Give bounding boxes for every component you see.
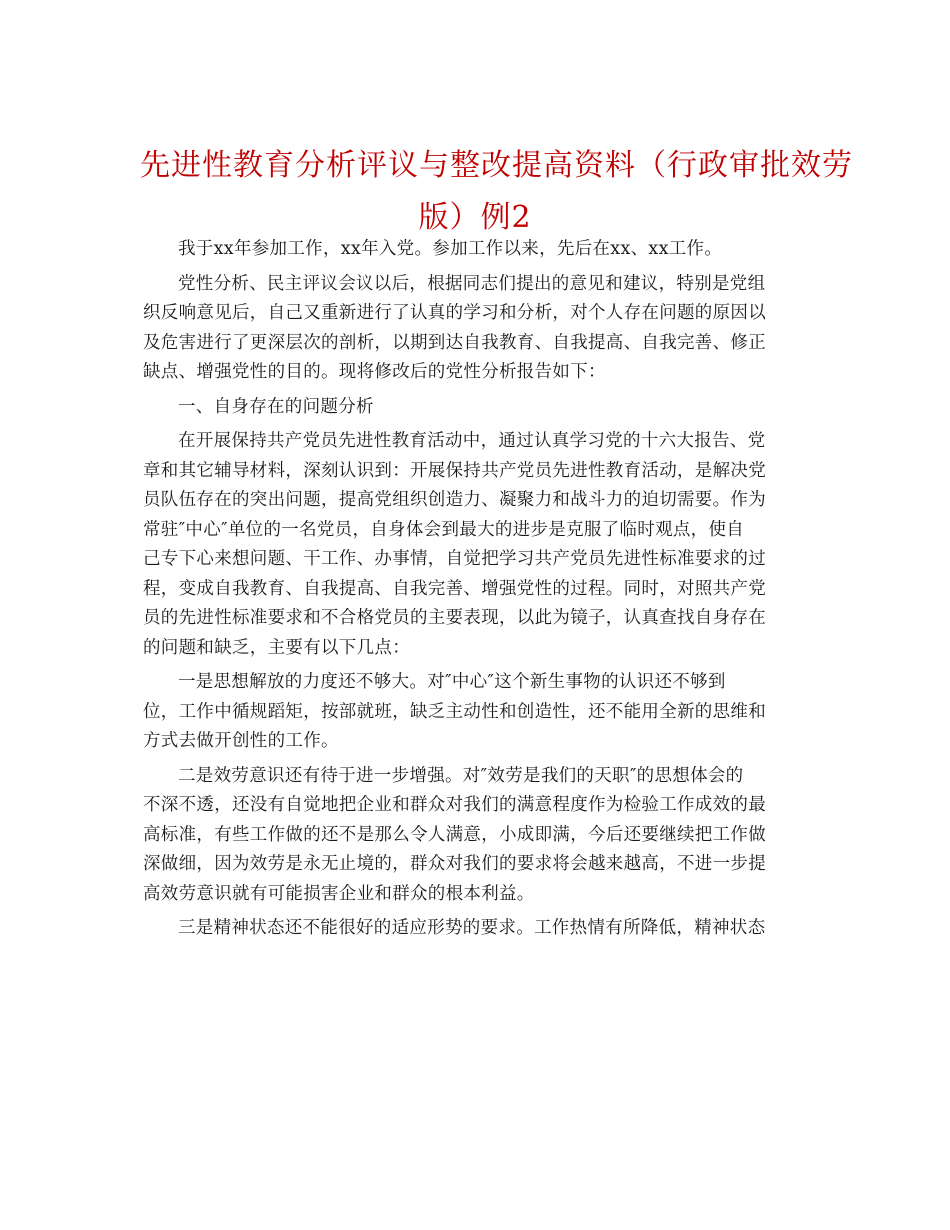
paragraph-point-one — [143, 668, 799, 757]
text-line: 员的先进性标准要求和不合格党员的主要表现，以此为镜子，认真查找自身存在 — [143, 608, 766, 628]
text-line: 织反响意见后，自己又重新进行了认真的学习和分析，对个人存在问题的原因以 — [143, 303, 766, 323]
title-line: 先进性教育分析评议与整改提高资料（行政审批效劳 — [140, 148, 853, 183]
title-line: 版）例2 — [418, 200, 532, 235]
text-line: 三是精神状态还不能很好的适应形势的要求。工作热情有所降低，精神状态 — [178, 918, 766, 938]
paragraph-point-three — [143, 914, 799, 944]
document-body — [143, 235, 799, 944]
text-line: 高效劳意识就有可能损害企业和群众的根本利益。 — [143, 883, 535, 904]
paragraph-analysis — [143, 427, 799, 663]
text-line: 我于xx年参加工作，xx年入党。参加工作以来，先后在xx、xx工作。 — [178, 239, 723, 259]
text-line: 不深不透，还没有自觉地把企业和群众对我们的满意程度作为检验工作成效的最 — [143, 795, 766, 815]
text-line: 常驻″中心″单位的一名党员，自身体会到最大的进步是克服了临时观点，使自 — [143, 519, 745, 540]
text-line: 一、自身存在的问题分析 — [178, 396, 374, 417]
text-line: 党性分析、民主评议会议以后，根据同志们提出的意见和建议，特别是党组 — [178, 273, 766, 294]
text-line: 方式去做开创性的工作。 — [143, 731, 339, 751]
paragraph-point-two — [143, 762, 799, 910]
text-line: 一是思想解放的力度还不够大。对″中心″这个新生事物的认识还不够到 — [178, 672, 726, 692]
text-line: 在开展保持共产党员先进性教育活动中，通过认真学习党的十六大报告、党 — [178, 431, 766, 451]
paragraph-intro — [143, 235, 799, 265]
text-line: 二是效劳意识还有待于进一步增强。对″效劳是我们的天职″的思想体会的 — [178, 765, 744, 786]
text-line: 员队伍存在的突出问题，提高党组织创造力、凝聚力和战斗力的迫切需要。作为 — [143, 490, 766, 510]
text-line: 缺点、增强党性的目的。现将修改后的党性分析报告如下： — [143, 362, 606, 382]
document-title — [140, 140, 853, 244]
text-line: 己专下心来想问题、干工作、办事情，自觉把学习共产党员先进性标准要求的过 — [143, 549, 766, 569]
section-heading — [143, 393, 799, 423]
text-line: 高标准，有些工作做的还不是那么令人满意，小成即满，今后还要继续把工作做 — [143, 824, 766, 845]
text-line: 的问题和缺乏，主要有以下几点： — [143, 637, 410, 658]
text-line: 程，变成自我教育、自我提高、自我完善、增强党性的过程。同时，对照共产党 — [143, 578, 766, 599]
text-line: 及危害进行了更深层次的剖析，以期到达自我教育、自我提高、自我完善、修正 — [143, 332, 766, 353]
text-line: 位，工作中循规蹈矩，按部就班，缺乏主动性和创造性，还不能用全新的思维和 — [143, 701, 766, 722]
paragraph-background — [143, 270, 799, 388]
text-line: 深做细，因为效劳是永无止境的，群众对我们的要求将会越来越高，不进一步提 — [143, 854, 766, 874]
text-line: 章和其它辅导材料，深刻认识到：开展保持共产党员先进性教育活动，是解决党 — [143, 460, 766, 481]
